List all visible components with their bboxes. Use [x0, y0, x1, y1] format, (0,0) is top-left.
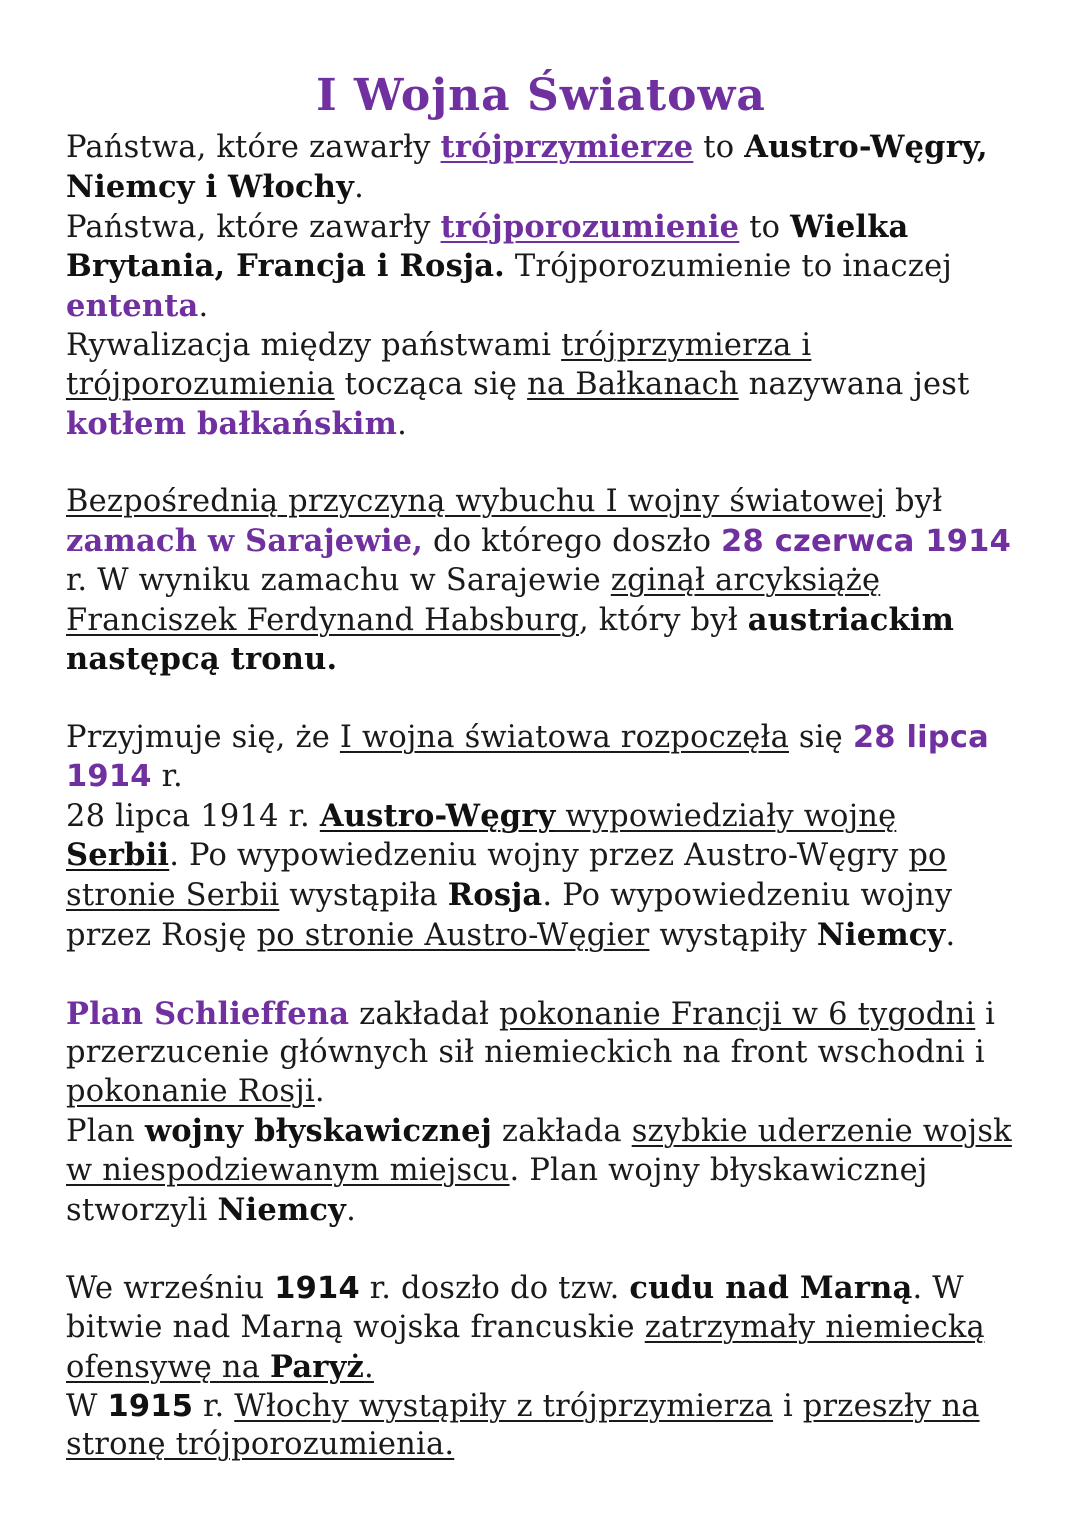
bold-phrase: cudu nad Marną	[629, 1270, 913, 1307]
year-1914: 1914	[274, 1271, 360, 1307]
underlined-phrase: trójprzymierza i trójporozumienia	[66, 327, 812, 402]
year-1915: 1915	[107, 1388, 194, 1424]
text: nazywana jest	[738, 366, 970, 402]
paragraph-triple-entente	[66, 208, 1016, 327]
members-triple-entente: Wielka Brytania, Francja i Rosja.	[66, 208, 909, 285]
underlined-phrase: zatrzymały niemiecką ofensywę na	[66, 1309, 985, 1385]
paragraph-balkan-cauldron	[66, 327, 1016, 444]
paragraph-marne	[66, 1269, 1016, 1387]
text: We wrześniu	[66, 1271, 275, 1307]
underlined-phrase: zginął arcyksiążę Franciszek Ferdynand Habsburg	[66, 562, 881, 638]
underlined-phrase: Bezpośrednią przyczyną wybuchu I wojny światowej	[66, 484, 886, 520]
text: .	[397, 406, 407, 442]
text: Państwa, które zawarły	[66, 130, 441, 165]
text: .	[354, 169, 364, 205]
paragraph-declarations	[66, 797, 1016, 956]
text: Przyjmuje się, że	[66, 719, 340, 755]
text: to	[693, 130, 745, 165]
bold-phrase: Niemcy	[217, 1191, 347, 1228]
term-schlieffen-plan: Plan Schlieffena	[66, 995, 350, 1032]
term-sarajevo-assassination: zamach w Sarajewie,	[66, 522, 424, 559]
text: tocząca się	[334, 366, 528, 402]
text: i przerzucenie głównych sił niemieckich na front wschodni i	[66, 996, 996, 1071]
term-ententa: ententa	[66, 288, 199, 325]
underlined-phrase: na Bałkanach	[527, 366, 739, 402]
text: był	[885, 484, 943, 520]
text: do którego doszło	[423, 523, 722, 559]
text: Trójporozumienie to inaczej	[504, 249, 952, 285]
text: się	[788, 719, 853, 755]
paragraph-triple-alliance	[66, 128, 1016, 208]
term-triple-alliance: trójprzymierze	[440, 129, 694, 165]
text: r.	[151, 758, 183, 794]
underlined-phrase: po stronie Austro-Węgier	[256, 917, 650, 953]
bold-phrase: Rosja	[447, 877, 543, 914]
text: Rywalizacja między państwami	[66, 327, 562, 363]
paragraph-italy	[66, 1388, 1016, 1466]
members-triple-alliance: Austro-Węgry, Niemcy i Włochy	[66, 129, 988, 205]
text: . Po wypowiedzeniu wojny przez Rosję	[66, 878, 953, 953]
text: . Plan wojny błyskawicznej stworzyli	[66, 1152, 928, 1228]
date-28-july-1914: 28 lipca 1914	[66, 719, 989, 794]
text: to	[739, 209, 791, 245]
bold-underlined-phrase: Austro-Węgry	[319, 797, 556, 834]
page-title: I Wojna Światowa	[316, 70, 766, 121]
text: r.	[193, 1388, 235, 1424]
underlined-phrase: przeszły na stronę trójporozumienia.	[66, 1388, 980, 1463]
paragraph-war-start	[66, 719, 1016, 797]
paragraph-gap	[66, 680, 1016, 719]
text: zakłada	[491, 1113, 632, 1149]
text: . W bitwie nad Marną wojska francuskie	[66, 1271, 964, 1345]
text: r. W wyniku zamachu w Sarajewie	[66, 562, 611, 598]
bold-phrase: Niemcy	[816, 916, 946, 953]
text: 28 lipca 1914 r.	[66, 798, 320, 834]
underlined-phrase: po stronie Serbii	[66, 838, 947, 914]
underlined-phrase: wypowiedziały wojnę	[555, 798, 897, 834]
underlined-phrase: szybkie uderzenie wojsk w niespodziewanym miejscu	[66, 1113, 1012, 1188]
paragraph-blitzkrieg	[66, 1112, 1016, 1230]
paragraph-schlieffen	[66, 995, 1016, 1112]
bold-phrase: austriackim następcą tronu.	[66, 601, 955, 678]
text: , który był	[578, 602, 748, 638]
text: i	[773, 1388, 803, 1424]
text: zakładał	[349, 996, 500, 1032]
underlined-phrase: .	[364, 1349, 374, 1385]
text: wystąpiła	[279, 878, 448, 914]
underlined-phrase: I wojna światowa rozpoczęła	[339, 719, 789, 755]
text: Plan	[66, 1113, 145, 1149]
paragraph-gap	[66, 1230, 1016, 1269]
text: Państwa, które zawarły	[66, 209, 441, 245]
paragraph-sarajevo	[66, 483, 1016, 680]
text: .	[314, 1074, 325, 1110]
underlined-phrase: pokonanie Rosji	[66, 1074, 315, 1110]
document-page	[66, 66, 1016, 1465]
text: wystąpiły	[649, 917, 817, 953]
underlined-phrase: Włochy wystąpiły z trójprzymierza	[234, 1388, 774, 1424]
paragraph-gap	[66, 956, 1016, 995]
text: . Po wypowiedzeniu wojny przez Austro-Węgry	[169, 838, 909, 874]
term-balkan-cauldron: kotłem bałkańskim	[66, 405, 398, 442]
bold-underlined-phrase: Paryż	[270, 1348, 365, 1385]
text: W	[66, 1388, 108, 1424]
date-28-june-1914: 28 czerwca 1914	[721, 523, 1012, 559]
text: .	[198, 289, 209, 325]
underlined-phrase: pokonanie Francji w 6 tygodni	[499, 996, 976, 1032]
bold-phrase: wojny błyskawicznej	[144, 1112, 492, 1149]
term-triple-entente: trójporozumienie	[440, 208, 740, 245]
text: .	[346, 1192, 357, 1228]
bold-underlined-phrase: Serbii	[66, 837, 170, 874]
text: .	[945, 917, 956, 953]
paragraph-gap	[66, 444, 1016, 483]
text: r. doszło do tzw.	[359, 1271, 630, 1307]
